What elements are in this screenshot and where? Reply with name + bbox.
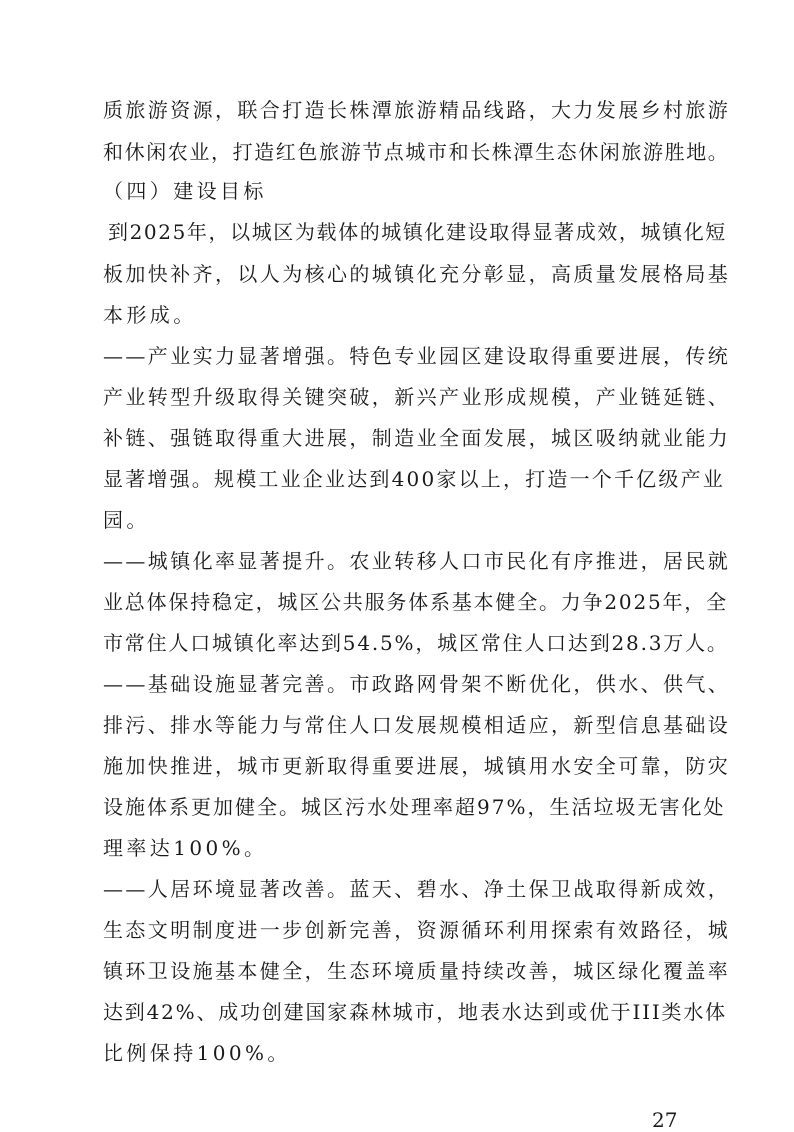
text-line: 比例保持100%。 (103, 1041, 291, 1065)
text-line: 到2025年，以城区为载体的城镇化建设取得显著成效，城镇化短 (108, 220, 727, 244)
text-line: 施加快推进，城市更新取得重要进展，城镇用水安全可靠，防灾 (103, 754, 731, 778)
text-line: 补链、强链取得重大进展，制造业全面发展，城区吸纳就业能力 (103, 426, 731, 450)
text-line: 镇环卫设施基本健全，生态环境质量持续改善，城区绿化覆盖率 (103, 959, 731, 983)
text-line: 显著增强。规模工业企业达到400家以上，打造一个千亿级产业 (103, 467, 725, 491)
section-heading: （四）建设目标 (103, 179, 267, 203)
text-line: 产业转型升级取得关键突破，新兴产业形成规模，产业链延链、 (103, 385, 731, 409)
text-line: 达到42%、成功创建国家森林城市，地表水达到或优于III类水体 (103, 1000, 727, 1024)
text-line: 设施体系更加健全。城区污水处理率超97%，生活垃圾无害化处 (103, 795, 726, 819)
text-line: 生态文明制度进一步创新完善，资源循环利用探索有效路径，城 (103, 918, 731, 942)
text-line: 排污、排水等能力与常住人口发展规模相适应，新型信息基础设 (103, 713, 731, 737)
page-number: 27 (652, 1108, 678, 1132)
text-line: 理率达100%。 (103, 836, 268, 860)
text-line: ——产业实力显著增强。特色专业园区建设取得重要进展，传统 (103, 344, 731, 368)
text-line: 本形成。 (103, 303, 197, 327)
text-line: ——人居环境显著改善。蓝天、碧水、净土保卫战取得新成效， (103, 877, 731, 901)
text-line: 市常住人口城镇化率达到54.5%，城区常住人口达到28.3万人。 (103, 631, 729, 655)
text-line: ——城镇化率显著提升。农业转移人口市民化有序推进，居民就 (103, 549, 731, 573)
text-line: 和休闲农业，打造红色旅游节点城市和长株潭生态休闲旅游胜地。 (103, 140, 730, 164)
text-line: 园。 (103, 508, 150, 532)
text-line: 业总体保持稳定，城区公共服务体系基本健全。力争2025年，全 (103, 590, 728, 614)
text-line: 质旅游资源，联合打造长株潭旅游精品线路，大力发展乡村旅游 (103, 98, 731, 122)
text-line: ——基础设施显著完善。市政路网骨架不断优化，供水、供气、 (103, 672, 731, 696)
text-line: 板加快补齐，以人为核心的城镇化充分彰显，高质量发展格局基 (103, 262, 731, 286)
